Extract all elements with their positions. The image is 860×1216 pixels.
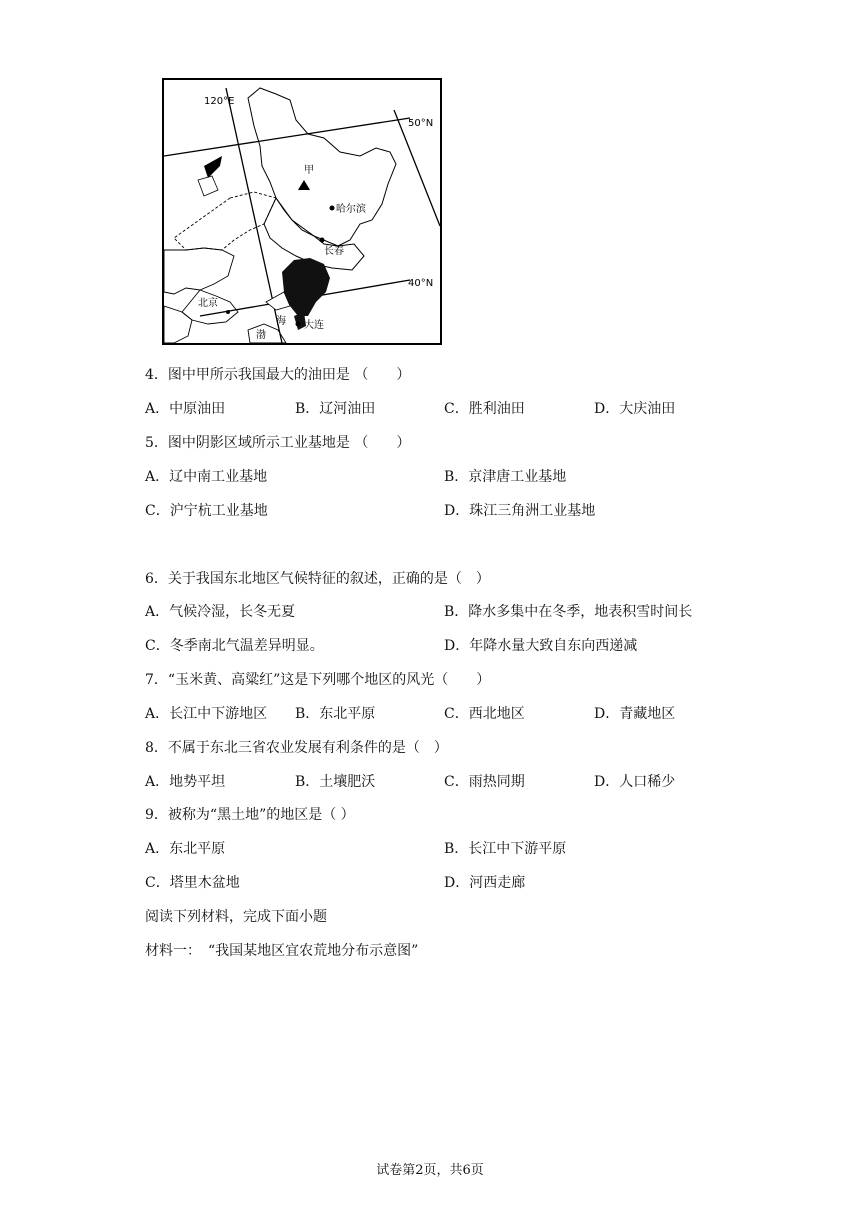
- q4-option-d: D．大庆油田: [594, 401, 676, 417]
- northeast-china-map: [162, 78, 442, 345]
- region-outline-heilongjiang: [248, 88, 396, 246]
- dalian-dot: [296, 322, 301, 327]
- question-8-stem: 8．不属于东北三省农业发展有利条件的是（ ）: [145, 740, 448, 756]
- q5-option-a: A．辽中南工业基地: [145, 469, 268, 485]
- label-dalian: 大连: [304, 320, 324, 331]
- q7-option-c: C．西北地区: [444, 706, 525, 722]
- label-120e: 120°E: [204, 96, 235, 107]
- q7-option-b: B．东北平原: [295, 706, 376, 722]
- label-40n: 40°N: [408, 278, 434, 289]
- changchun-dot: [320, 238, 325, 243]
- q7-option-a: A．长江中下游地区: [145, 706, 268, 722]
- label-jia: 甲: [304, 165, 314, 176]
- harbin-dot: [330, 206, 335, 211]
- label-harbin: 哈尔滨: [336, 204, 366, 215]
- q9-option-c: C．塔里木盆地: [145, 875, 240, 891]
- q6-option-a: A．气候冷湿，长冬无夏: [145, 604, 296, 620]
- q5-option-c: C．沪宁杭工业基地: [145, 503, 268, 519]
- question-4-stem: 4．图中甲所示我国最大的油田是 （ ）: [145, 367, 411, 383]
- q9-option-b: B．长江中下游平原: [444, 841, 567, 857]
- page-footer: 试卷第2页，共6页: [376, 1163, 484, 1178]
- label-beijing: 北京: [198, 298, 218, 309]
- region-outline-small: [198, 176, 218, 196]
- q8-option-c: C．雨热同期: [444, 774, 525, 790]
- q8-option-a: A．地势平坦: [145, 774, 226, 790]
- q6-option-b: B．降水多集中在冬季，地表积雪时间长: [444, 604, 693, 620]
- label-changchun: 长春: [324, 246, 344, 257]
- q6-option-c: C．冬季南北气温差异明显。: [145, 638, 324, 654]
- question-9-stem: 9．被称为“黑土地”的地区是（ ）: [145, 807, 355, 823]
- question-5-stem: 5．图中阴影区域所示工业基地是 （ ）: [145, 435, 411, 451]
- region-outline-hebei: [164, 248, 234, 294]
- label-bohai-1: 海: [276, 316, 286, 327]
- material-1-caption: 材料一： “我国某地区宜农荒地分布示意图”: [145, 943, 419, 959]
- lake-feature: [204, 156, 222, 178]
- beijing-dot: [226, 310, 230, 314]
- oilfield-marker: [298, 180, 310, 190]
- region-outline-inner-mongolia: [174, 192, 276, 250]
- q6-option-d: D．年降水量大致自东向西递减: [444, 638, 638, 654]
- map-drawing: [164, 80, 440, 343]
- q4-option-b: B．辽河油田: [295, 401, 376, 417]
- q4-option-c: C．胜利油田: [444, 401, 525, 417]
- q7-option-d: D．青藏地区: [594, 706, 676, 722]
- q4-option-a: A．中原油田: [145, 401, 226, 417]
- question-6-stem: 6．关于我国东北地区气候特征的叙述，正确的是（ ）: [145, 571, 490, 587]
- label-50n: 50°N: [408, 118, 434, 129]
- region-outline-southwest: [164, 306, 192, 343]
- q8-option-b: B．土壤肥沃: [295, 774, 376, 790]
- q9-option-a: A．东北平原: [145, 841, 226, 857]
- parallel-50n: [164, 118, 410, 156]
- label-bohai-2: 渤: [256, 330, 266, 341]
- reading-intro: 阅读下列材料，完成下面小题: [145, 909, 327, 925]
- q5-option-b: B．京津唐工业基地: [444, 469, 567, 485]
- shaded-industrial-base: [282, 258, 330, 316]
- question-7-stem: 7．“玉米黄、高粱红”这是下列哪个地区的风光（ ）: [145, 672, 491, 688]
- q5-option-d: D．珠江三角洲工业基地: [444, 503, 596, 519]
- q9-option-d: D．河西走廊: [444, 875, 526, 891]
- q8-option-d: D．人口稀少: [594, 774, 676, 790]
